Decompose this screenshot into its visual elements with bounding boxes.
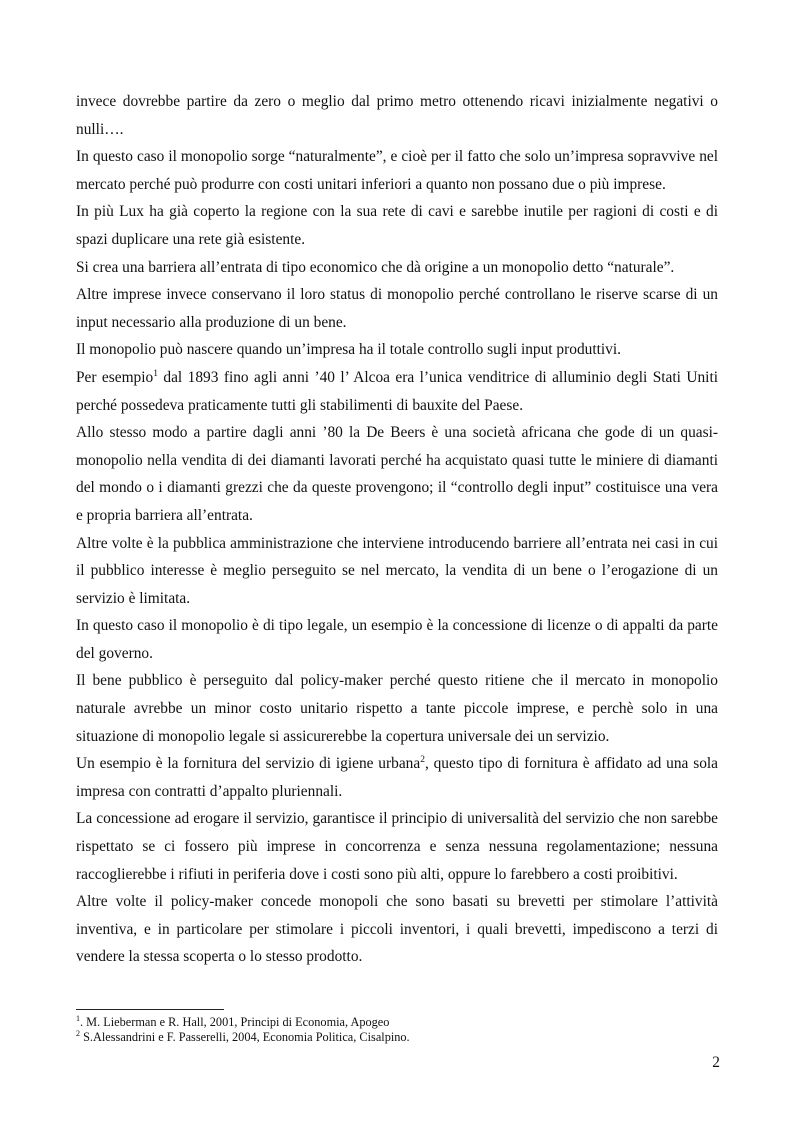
paragraph-3: In più Lux ha già coperto la regione con la sua rete di cavi e sarebbe inutile per ragioni di costi e di spazi duplicare una rete già esistente. (76, 203, 718, 248)
paragraph-6: Il monopolio può nascere quando un’impresa ha il totale controllo sugli input produttivi. (76, 341, 621, 359)
paragraph-14: Altre volte il policy-maker concede monopoli che sono basati su brevetti per stimolare l’attività inventiva, e in particolare per stimolare i piccoli inventori, i quali brevetti, impediscono a terzi di vendere la stessa scoperta o lo stesso prodotto. (76, 893, 718, 966)
footnote-1-mark: 1 (76, 1014, 80, 1023)
footnote-1 (76, 1015, 718, 1030)
footnote-2-mark: 2 (76, 1029, 80, 1038)
paragraph-7-text-after: dal 1893 fino agli anni ’40 l’ Alcoa era l’unica venditrice di alluminio degli Stati Uniti perché possedeva praticamente tutti gli stabilimenti di bauxite del Paese. (76, 368, 718, 414)
paragraph-12-text-after: , questo tipo di fornitura è affidato ad una sola impresa con contratti d’appalto pluriennali. (76, 755, 718, 800)
page-number: 2 (712, 1054, 720, 1071)
footnote-2-text: S.Alessandrini e F. Passerelli, 2004, Economia Politica, Cisalpino. (80, 1030, 410, 1044)
footnote-divider (76, 1009, 224, 1010)
paragraph-4: Si crea una barriera all’entrata di tipo economico che dà origine a un monopolio detto “naturale”. (76, 258, 675, 276)
footnote-ref-2: 2 (420, 755, 425, 766)
paragraph-10: In questo caso il monopolio è di tipo legale, un esempio è la concessione di licenze o di appalti da parte del governo. (76, 617, 718, 662)
paragraph-11: Il bene pubblico è perseguito dal policy-maker perché questo ritiene che il mercato in monopolio naturale avrebbe un minor costo unitario rispetto a tante piccole imprese, e perchè solo in una situazione di monopolio legale si assicurerebbe la copertura universale dei un servizio. (76, 672, 718, 745)
paragraph-7-text-before: Per esempio (76, 368, 154, 386)
paragraph-8: Allo stesso modo a partire dagli anni ’80 la De Beers è una società africana che gode di un quasi-monopolio nella vendita di dei diamanti lavorati perché ha acquistato quasi tutte le miniere di diamanti del mondo o i diamanti grezzi che da queste provengono; il “controllo degli input” costituisce una vera e propria barriera all’entrata. (76, 424, 718, 524)
document-body (76, 88, 718, 971)
footnote-1-text: . M. Lieberman e R. Hall, 2001, Principi di Economia, Apogeo (80, 1015, 390, 1029)
paragraph-12 (76, 750, 718, 805)
paragraph-7 (76, 364, 718, 419)
paragraph-2: In questo caso il monopolio sorge “naturalmente”, e cioè per il fatto che solo un’impresa sopravvive nel mercato perché può produrre con costi unitari inferiori a quanto non possano due o più imprese. (76, 148, 718, 193)
footnote-2 (76, 1030, 718, 1045)
paragraph-1: invece dovrebbe partire da zero o meglio dal primo metro ottenendo ricavi inizialmente negativi o nulli…. (76, 93, 718, 138)
paragraph-5: Altre imprese invece conservano il loro status di monopolio perché controllano le riserve scarse di un input necessario alla produzione di un bene. (76, 286, 718, 331)
paragraph-9: Altre volte è la pubblica amministrazione che interviene introducendo barriere all’entrata nei casi in cui il pubblico interesse è meglio perseguito se nel mercato, la vendita di un bene o l’erogazione di un servizio è limitata. (76, 534, 718, 607)
footnotes (76, 1015, 718, 1045)
footnote-ref-1: 1 (153, 368, 158, 379)
paragraph-13: La concessione ad erogare il servizio, garantisce il principio di universalità del servizio che non sarebbe rispettato se ci fossero più imprese in concorrenza e senza nessuna regolamentazione; nessuna raccoglierebbe i rifiuti in periferia dove i costi sono più alti, oppure lo farebbero a costi proibitivi. (76, 810, 718, 883)
paragraph-12-text-before: Un esempio è la fornitura del servizio di igiene urbana (76, 755, 421, 773)
